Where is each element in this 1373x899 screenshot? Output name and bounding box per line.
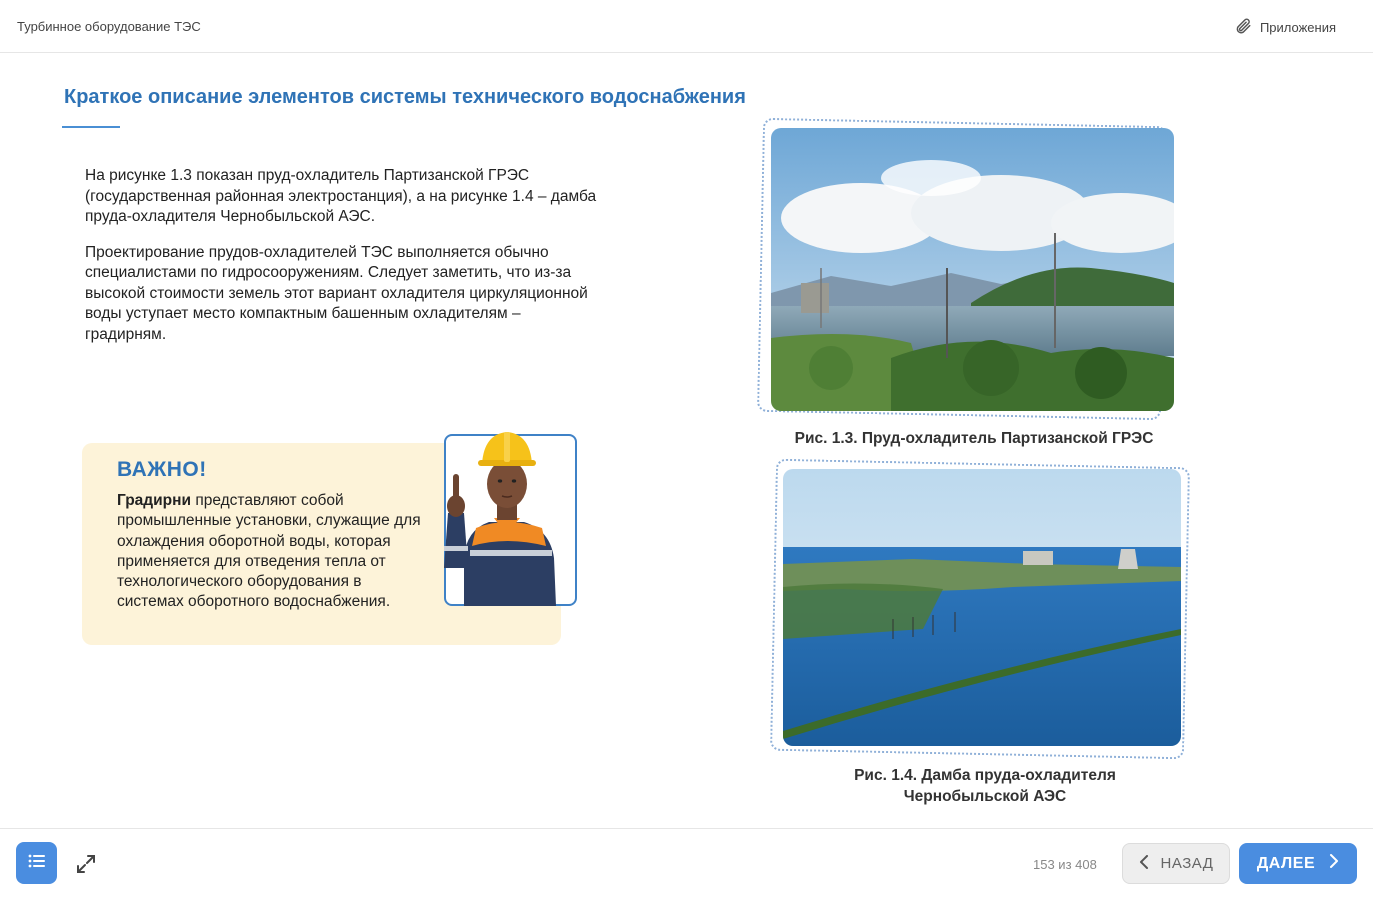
back-button[interactable]	[1122, 843, 1230, 884]
important-title: ВАЖНО!	[117, 458, 207, 481]
figure-2-caption-line2: Чернобыльской АЭС	[903, 788, 1067, 805]
page-counter: 153 из 408	[1033, 857, 1097, 872]
figure-2-caption	[800, 765, 1170, 807]
heading-underline	[62, 126, 120, 128]
course-title: Турбинное оборудование ТЭС	[17, 19, 201, 34]
attachments-label: Приложения	[1259, 20, 1336, 35]
figure-1-photo	[771, 128, 1174, 411]
important-term: Градирни	[117, 492, 192, 509]
expand-icon	[75, 862, 97, 879]
paragraph-1: На рисунке 1.3 показан пруд-охладитель Партизанской ГРЭС (государственная районная электростанция), а на рисунке 1.4 – дамба пруда-охладителя Чернобыльской АЭС.	[85, 167, 597, 225]
worker-illustration	[434, 418, 579, 606]
table-of-contents-button[interactable]	[16, 842, 57, 884]
back-label: НАЗАД	[1160, 855, 1214, 872]
body-text	[85, 166, 605, 360]
figure-2-photo	[783, 469, 1181, 746]
paragraph-2: Проектирование прудов-охладителей ТЭС выполняется обычно специалистами по гидросооружениям. Следует заметить, что из-за высокой стоимости земель этот вариант охладителя циркуляционной воды уступает место компактным башенным охладителям – градирням.	[85, 243, 588, 343]
next-label: ДАЛЕЕ	[1256, 854, 1316, 872]
figure-2-caption-line1: Рис. 1.4. Дамба пруда-охладителя	[854, 767, 1116, 784]
top-bar	[0, 0, 1373, 53]
page-title: Краткое описание элементов системы технического водоснабжения	[64, 86, 746, 108]
important-description: представляют собой промышленные установки, служащие для охлаждения оборотной воды, которая применяется для отведения тепла от технологического оборудования в системах оборотного водоснабжения.	[117, 492, 421, 611]
important-text	[117, 491, 427, 613]
attachments-button[interactable]	[1234, 17, 1336, 38]
expand-button[interactable]	[75, 853, 97, 875]
list-icon	[28, 853, 46, 874]
chevron-right-icon	[1329, 854, 1339, 873]
paperclip-icon	[1234, 17, 1252, 38]
chevron-left-icon	[1139, 855, 1149, 873]
next-button[interactable]	[1239, 843, 1357, 884]
figure-1-caption: Рис. 1.3. Пруд-охладитель Партизанской ГРЭС	[794, 430, 1154, 447]
